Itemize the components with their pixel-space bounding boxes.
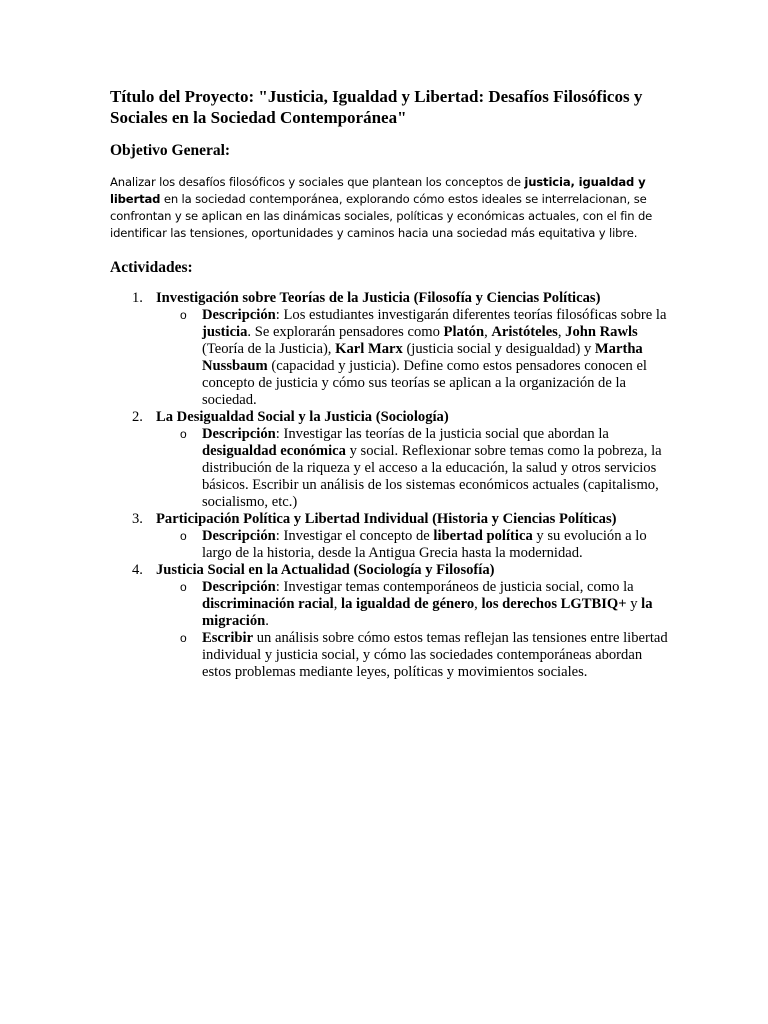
detail-bold: la igualdad de género bbox=[341, 596, 475, 612]
detail-label: Descripción bbox=[202, 528, 276, 544]
detail-label: Descripción bbox=[202, 579, 276, 595]
detail-text: : Investigar el concepto de bbox=[275, 528, 434, 544]
detail-text: , bbox=[484, 324, 492, 340]
detail-item bbox=[156, 528, 670, 562]
activity-title: Justicia Social en la Actualidad (Sociología y Filosofía) bbox=[156, 562, 495, 578]
detail-text: y bbox=[626, 596, 642, 612]
detail-bold: Platón bbox=[443, 324, 485, 340]
detail-text: . Se explorarán pensadores como bbox=[247, 324, 444, 340]
detail-item bbox=[156, 630, 670, 681]
activity-title: Participación Política y Libertad Individual (Historia y Ciencias Políticas) bbox=[156, 511, 617, 527]
detail-text: , bbox=[333, 596, 342, 612]
activity-number: 3. bbox=[132, 511, 143, 527]
objective-text-part: Analizar los desafíos filosóficos y sociales que plantean los conceptos de bbox=[110, 175, 525, 189]
detail-bold: John Rawls bbox=[565, 324, 638, 340]
objective-heading: Objetivo General: bbox=[110, 142, 231, 159]
activity-number: 2. bbox=[132, 409, 143, 425]
detail-item bbox=[156, 307, 670, 409]
activity-item bbox=[110, 511, 670, 562]
bullet-icon: o bbox=[180, 580, 187, 594]
activity-item bbox=[110, 409, 670, 511]
detail-bold: Karl Marx bbox=[335, 341, 403, 357]
detail-bold: desigualdad económica bbox=[202, 443, 346, 459]
bullet-icon: o bbox=[180, 308, 187, 322]
detail-label: Descripción bbox=[202, 307, 276, 323]
activity-item bbox=[110, 562, 670, 681]
activity-title: La Desigualdad Social y la Justicia (Sociología) bbox=[156, 409, 449, 425]
detail-bold: justicia bbox=[202, 324, 248, 340]
detail-label: Descripción bbox=[202, 426, 276, 442]
detail-text: . bbox=[265, 613, 269, 629]
detail-text: y social. Reflexionar sobre temas como la pobreza, la distribución de la riqueza y el acceso a la educación, la salud y otros servicios básicos. Escribir un análisis de los sistemas económicos actuales (capitalismo, socialismo, etc.) bbox=[202, 443, 662, 510]
detail-bold: discriminación racial bbox=[202, 596, 334, 612]
activity-details bbox=[156, 579, 670, 681]
detail-bold: Aristóteles bbox=[491, 324, 558, 340]
bullet-icon: o bbox=[180, 631, 187, 645]
project-title: Título del Proyecto: "Justicia, Igualdad y Libertad: Desafíos Filosóficos y Sociales en la Sociedad Contemporánea" bbox=[110, 87, 643, 127]
objective-paragraph bbox=[110, 174, 655, 242]
activity-details bbox=[156, 426, 670, 511]
detail-bold: los derechos LGTBIQ+ bbox=[481, 596, 627, 612]
objective-text-bold: justicia, igualdad y libertad bbox=[110, 175, 646, 206]
detail-item bbox=[156, 579, 670, 630]
activity-number: 1. bbox=[132, 290, 143, 306]
detail-text: un análisis sobre cómo estos temas reflejan las tensiones entre libertad individual y justicia social, y cómo las sociedades contemporáneas abordan estos problemas mediante leyes, políticas y movimientos sociales. bbox=[202, 630, 668, 680]
detail-item bbox=[156, 426, 670, 511]
activity-details bbox=[156, 307, 670, 409]
activities-list bbox=[110, 290, 670, 681]
detail-text: : Los estudiantes investigarán diferentes teorías filosóficas sobre la bbox=[275, 307, 667, 323]
detail-text: : Investigar las teorías de la justicia social que abordan la bbox=[275, 426, 609, 442]
detail-bold: libertad política bbox=[433, 528, 533, 544]
detail-text: (capacidad y justicia). Define como estos pensadores conocen el concepto de justicia y cómo sus teorías se aplican a la organización de la sociedad. bbox=[202, 358, 647, 408]
detail-label: Escribir bbox=[202, 630, 254, 646]
activity-details bbox=[156, 528, 670, 562]
detail-text: y su evolución a lo largo de la historia, desde la Antigua Grecia hasta la modernidad. bbox=[202, 528, 647, 561]
activities-heading: Actividades: bbox=[110, 259, 193, 276]
bullet-icon: o bbox=[180, 427, 187, 441]
objective-text-part: en la sociedad contemporánea, explorando cómo estos ideales se interrelacionan, se confrontan y se aplican en las dinámicas sociales, políticas y económicas actuales, con el fin de identificar las tensiones, oportunidades y caminos hacia una sociedad más equitativa y libre. bbox=[110, 192, 653, 240]
detail-bold: la migración bbox=[202, 596, 653, 629]
detail-bold: Martha Nussbaum bbox=[202, 341, 643, 374]
activity-number: 4. bbox=[132, 562, 143, 578]
detail-text: (justicia social y desigualdad) y bbox=[402, 341, 595, 357]
activity-title: Investigación sobre Teorías de la Justicia (Filosofía y Ciencias Políticas) bbox=[156, 290, 601, 306]
bullet-icon: o bbox=[180, 529, 187, 543]
detail-text: (Teoría de la Justicia), bbox=[202, 341, 336, 357]
activity-item bbox=[110, 290, 670, 409]
detail-text: , bbox=[474, 596, 482, 612]
detail-text: : Investigar temas contemporáneos de justicia social, como la bbox=[275, 579, 634, 595]
detail-text: , bbox=[557, 324, 566, 340]
